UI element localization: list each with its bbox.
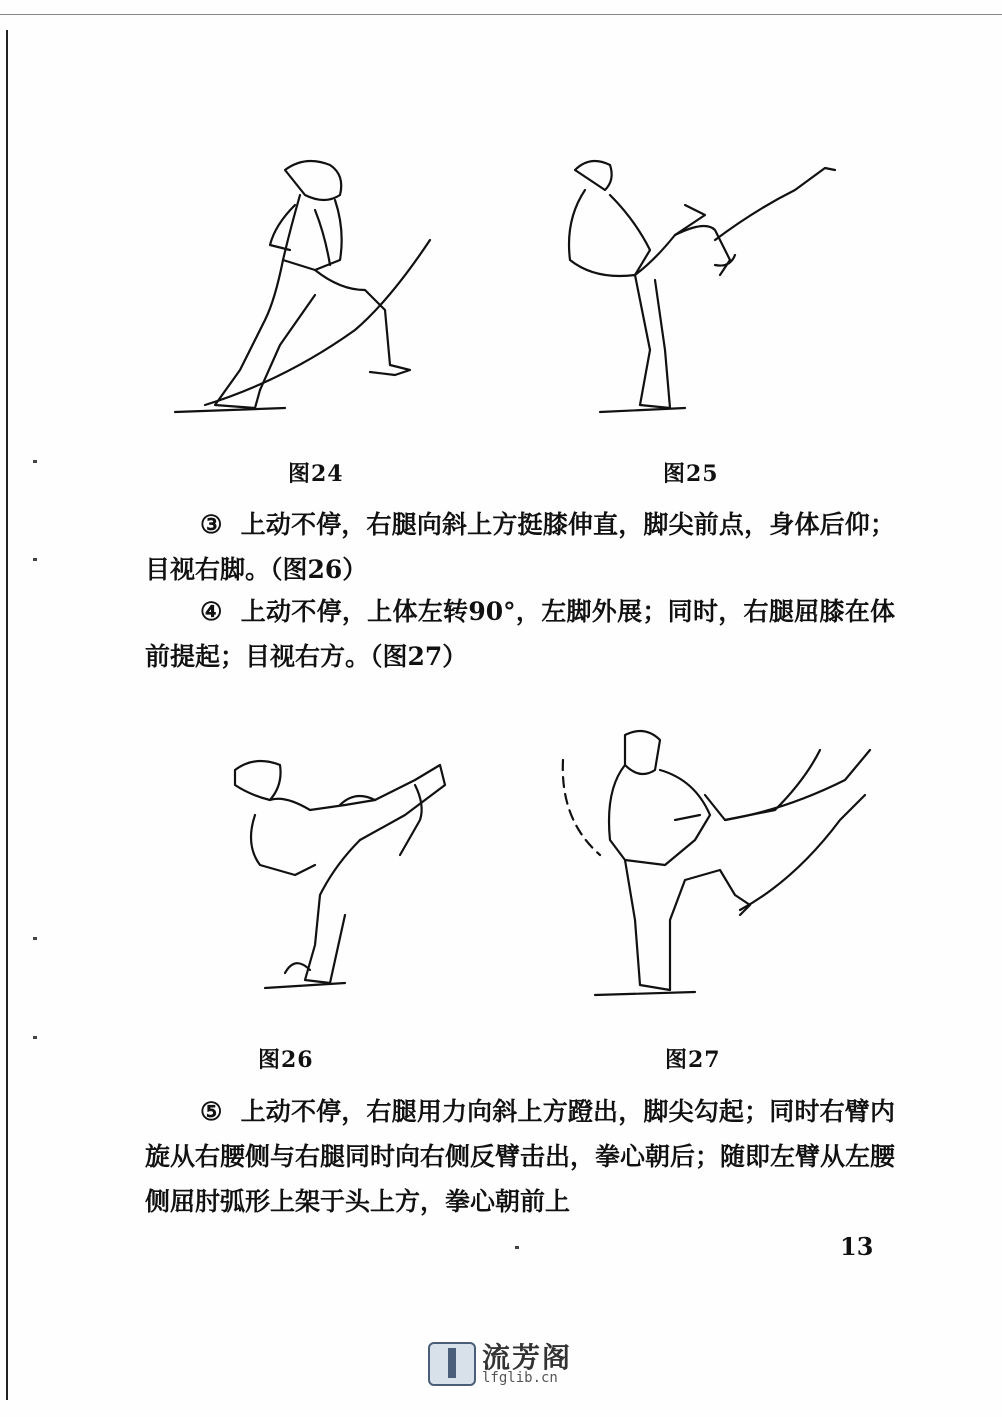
scan-speck — [33, 937, 37, 940]
figure-27-illustration — [545, 720, 890, 1005]
watermark-url: lfglib.cn — [482, 1370, 558, 1386]
scan-speck — [515, 1246, 519, 1249]
scan-top-edge — [0, 14, 1002, 15]
figure-27-caption: 图27 — [665, 1047, 721, 1073]
page-number: 13 — [840, 1232, 874, 1261]
scan-speck — [33, 558, 37, 561]
paragraph-step-3 — [145, 502, 895, 592]
step-text: 上动不停，右腿用力向斜上方蹬出，脚尖勾起；同时右臂内旋从右腰侧与右腿同时向右侧反臂击出，拳心朝后；随即左臂从左腰侧屈肘弧形上架于头上方，拳心朝前上 — [145, 1097, 896, 1216]
watermark-logo — [428, 1336, 578, 1388]
paragraph-step-4 — [145, 589, 895, 679]
book-icon — [428, 1342, 476, 1386]
step-number: ⑤ — [200, 1097, 223, 1126]
step-text: 上动不停，上体左转90°，左脚外展；同时，右腿屈膝在体前提起；目视右方。（图27） — [145, 597, 896, 671]
figure-26-caption: 图26 — [258, 1047, 314, 1073]
watermark-title: 流芳阁 — [482, 1341, 573, 1374]
step-number: ③ — [200, 510, 223, 539]
figure-25-caption: 图25 — [663, 461, 719, 487]
step-number: ④ — [200, 597, 223, 626]
figure-24-illustration — [165, 150, 445, 420]
scan-speck — [33, 1036, 37, 1039]
paragraph-step-5 — [145, 1089, 895, 1224]
figure-26-illustration — [215, 745, 475, 995]
scan-left-edge — [6, 30, 8, 1400]
figure-24-caption: 图24 — [288, 461, 344, 487]
step-text: 上动不停，右腿向斜上方挺膝伸直，脚尖前点，身体后仰；目视右脚。（图26） — [145, 510, 895, 584]
figure-25-illustration — [555, 150, 845, 420]
scan-speck — [33, 460, 37, 463]
